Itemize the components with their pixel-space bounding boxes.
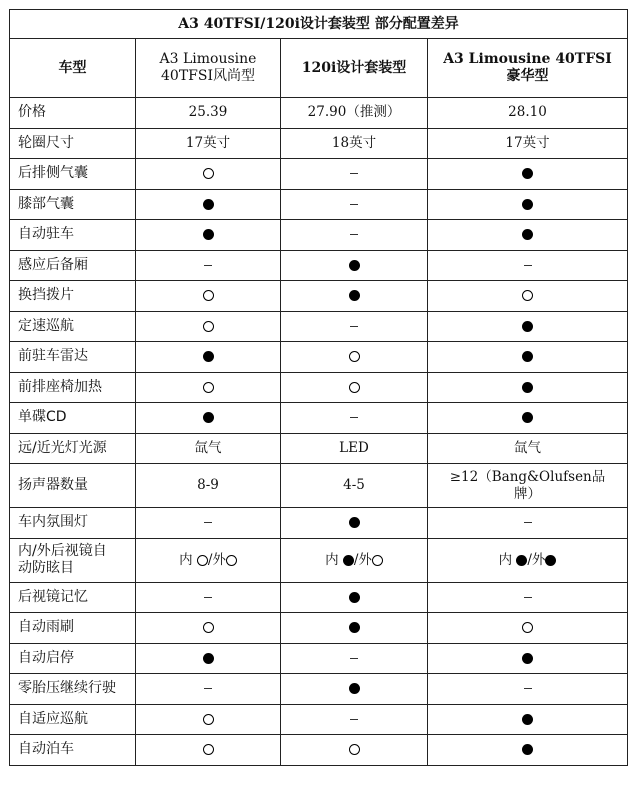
filled-circle-icon (522, 382, 533, 393)
filled-circle-icon (203, 351, 214, 362)
header-model-label: 车型 (10, 39, 136, 98)
cell-model-2 (281, 250, 428, 281)
empty-circle-icon (197, 555, 208, 566)
cell-model-3: 28.10 (428, 98, 628, 129)
cell-model-1 (136, 281, 281, 312)
cell-model-3 (428, 189, 628, 220)
empty-circle-icon (349, 351, 360, 362)
cell-model-1 (136, 220, 281, 251)
empty-circle-icon (522, 622, 533, 633)
inner-mirror-label: 内 (498, 551, 513, 568)
table-row (10, 735, 628, 766)
empty-circle-icon (203, 382, 214, 393)
row-label: 前驻车雷达 (10, 342, 136, 373)
filled-circle-icon (522, 229, 533, 240)
table-row (10, 220, 628, 251)
filled-circle-icon (203, 229, 214, 240)
row-label: 定速巡航 (10, 311, 136, 342)
filled-circle-icon (522, 744, 533, 755)
dash-icon (350, 658, 358, 659)
table-row (10, 433, 628, 464)
filled-circle-icon (203, 199, 214, 210)
empty-circle-icon (226, 555, 237, 566)
table-row (10, 613, 628, 644)
row-label: 自动泊车 (10, 735, 136, 766)
table-row (10, 464, 628, 508)
row-label: 单碟CD (10, 403, 136, 434)
cell-model-3 (428, 735, 628, 766)
dash-icon (524, 688, 532, 689)
empty-circle-icon (203, 290, 214, 301)
filled-circle-icon (203, 412, 214, 423)
filled-circle-icon (522, 351, 533, 362)
header-row (10, 39, 628, 98)
table-row (10, 674, 628, 705)
filled-circle-icon (349, 622, 360, 633)
cell-model-3 (428, 582, 628, 613)
table-row (10, 311, 628, 342)
filled-circle-icon (349, 260, 360, 271)
empty-circle-icon (372, 555, 383, 566)
table-row (10, 538, 628, 582)
header-model-1 (136, 39, 281, 98)
cell-model-2 (281, 159, 428, 190)
cell-model-3 (428, 704, 628, 735)
cell-model-3 (428, 508, 628, 539)
cell-model-1 (136, 250, 281, 281)
table-title: A3 40TFSI/120i设计套装型 部分配置差异 (10, 10, 628, 39)
title-row (10, 10, 628, 39)
row-label: 自动雨刷 (10, 613, 136, 644)
dash-icon (350, 417, 358, 418)
filled-circle-icon (522, 714, 533, 725)
cell-model-3 (428, 538, 628, 582)
cell-model-3 (428, 674, 628, 705)
empty-circle-icon (203, 744, 214, 755)
table-row (10, 189, 628, 220)
header-model-3-line2: 豪华型 (506, 68, 549, 84)
cell-model-3 (428, 311, 628, 342)
cell-model-1 (136, 342, 281, 373)
dash-icon (350, 719, 358, 720)
cell-model-1 (136, 311, 281, 342)
filled-circle-icon (522, 199, 533, 210)
cell-model-3 (428, 372, 628, 403)
table-row (10, 704, 628, 735)
table-row (10, 403, 628, 434)
outer-mirror-label: /外 (353, 551, 372, 568)
filled-circle-icon (516, 555, 527, 566)
cell-model-1: 17英寸 (136, 128, 281, 159)
table-row (10, 98, 628, 129)
row-label: 零胎压继续行驶 (10, 674, 136, 705)
mirror-dimming-value (325, 552, 383, 568)
cell-model-2 (281, 311, 428, 342)
cell-model-3: 氙气 (428, 433, 628, 464)
cell-model-2 (281, 403, 428, 434)
dash-icon (524, 265, 532, 266)
dash-icon (204, 688, 212, 689)
empty-circle-icon (349, 382, 360, 393)
row-label: 前排座椅加热 (10, 372, 136, 403)
cell-model-2: 4-5 (281, 464, 428, 508)
row-label: 换挡拨片 (10, 281, 136, 312)
dash-icon (524, 522, 532, 523)
cell-model-1 (136, 643, 281, 674)
mirror-dimming-value (179, 552, 237, 568)
mirror-dimming-value (499, 552, 557, 568)
cell-model-3 (428, 643, 628, 674)
cell-line1: ≥12（Bang&Olufsen品 (449, 468, 606, 485)
cell-model-2 (281, 372, 428, 403)
cell-model-1 (136, 613, 281, 644)
cell-model-2 (281, 220, 428, 251)
dash-icon (204, 597, 212, 598)
filled-circle-icon (522, 321, 533, 332)
empty-circle-icon (203, 168, 214, 179)
cell-model-2 (281, 189, 428, 220)
empty-circle-icon (349, 744, 360, 755)
empty-circle-icon (203, 714, 214, 725)
header-model-3 (428, 39, 628, 98)
cell-model-2 (281, 508, 428, 539)
cell-model-3: 17英寸 (428, 128, 628, 159)
cell-model-1 (136, 508, 281, 539)
table-row (10, 342, 628, 373)
cell-model-3 (428, 342, 628, 373)
row-label: 自适应巡航 (10, 704, 136, 735)
cell-model-2 (281, 281, 428, 312)
table-row (10, 582, 628, 613)
cell-model-1 (136, 372, 281, 403)
filled-circle-icon (545, 555, 556, 566)
cell-model-2: 18英寸 (281, 128, 428, 159)
dash-icon (204, 265, 212, 266)
inner-mirror-label: 内 (325, 551, 339, 568)
cell-model-1 (136, 735, 281, 766)
cell-model-1 (136, 403, 281, 434)
cell-model-1 (136, 159, 281, 190)
cell-model-1 (136, 538, 281, 582)
cell-model-2 (281, 704, 428, 735)
cell-model-1 (136, 189, 281, 220)
cell-model-2 (281, 342, 428, 373)
row-label: 远/近光灯光源 (10, 433, 136, 464)
row-label: 后排侧气囊 (10, 159, 136, 190)
cell-model-2 (281, 643, 428, 674)
row-label: 自动驻车 (10, 220, 136, 251)
table-row (10, 128, 628, 159)
cell-model-1 (136, 582, 281, 613)
cell-model-3 (428, 403, 628, 434)
table-row (10, 372, 628, 403)
outer-mirror-label: /外 (207, 551, 226, 568)
cell-model-3 (428, 613, 628, 644)
filled-circle-icon (349, 592, 360, 603)
cell-model-2: 27.90（推测） (281, 98, 428, 129)
row-label (10, 538, 136, 582)
row-label: 后视镜记忆 (10, 582, 136, 613)
header-model-2: 120i设计套装型 (281, 39, 428, 98)
cell-model-2: LED (281, 433, 428, 464)
filled-circle-icon (349, 290, 360, 301)
header-model-3-line1: A3 Limousine 40TFSI (443, 51, 612, 67)
cell-model-2 (281, 674, 428, 705)
cell-model-2 (281, 538, 428, 582)
cell-model-3 (428, 281, 628, 312)
config-comparison-table (9, 9, 628, 766)
inner-mirror-label: 内 (179, 551, 193, 568)
filled-circle-icon (522, 412, 533, 423)
row-label-line1: 内/外后视镜自 (18, 543, 107, 559)
cell-model-3 (428, 464, 628, 508)
cell-model-1: 8-9 (136, 464, 281, 508)
dash-icon (524, 597, 532, 598)
row-label: 扬声器数量 (10, 464, 136, 508)
row-label-line2: 动防眩目 (18, 560, 74, 576)
dash-icon (350, 234, 358, 235)
row-label: 感应后备厢 (10, 250, 136, 281)
empty-circle-icon (522, 290, 533, 301)
dash-icon (350, 326, 358, 327)
cell-model-2 (281, 735, 428, 766)
row-label: 价格 (10, 98, 136, 129)
empty-circle-icon (203, 321, 214, 332)
table-row (10, 643, 628, 674)
cell-model-3 (428, 159, 628, 190)
header-model-1-line2: 40TFSI风尚型 (161, 68, 255, 84)
row-label: 轮圈尺寸 (10, 128, 136, 159)
table-row (10, 508, 628, 539)
dash-icon (350, 173, 358, 174)
filled-circle-icon (203, 653, 214, 664)
filled-circle-icon (343, 555, 354, 566)
cell-model-3 (428, 220, 628, 251)
header-model-1-line1: A3 Limousine (159, 51, 257, 67)
row-label: 自动启停 (10, 643, 136, 674)
row-label: 膝部气囊 (10, 189, 136, 220)
table-row (10, 159, 628, 190)
table-row (10, 250, 628, 281)
dash-icon (204, 522, 212, 523)
cell-model-1: 25.39 (136, 98, 281, 129)
dash-icon (350, 204, 358, 205)
row-label: 车内氛围灯 (10, 508, 136, 539)
cell-model-1 (136, 674, 281, 705)
filled-circle-icon (349, 683, 360, 694)
cell-model-1: 氙气 (136, 433, 281, 464)
cell-line2: 牌） (514, 485, 541, 502)
outer-mirror-label: /外 (527, 551, 546, 568)
cell-model-1 (136, 704, 281, 735)
empty-circle-icon (203, 622, 214, 633)
cell-model-3 (428, 250, 628, 281)
cell-model-2 (281, 613, 428, 644)
table-row (10, 281, 628, 312)
filled-circle-icon (522, 168, 533, 179)
filled-circle-icon (349, 517, 360, 528)
filled-circle-icon (522, 653, 533, 664)
cell-model-2 (281, 582, 428, 613)
